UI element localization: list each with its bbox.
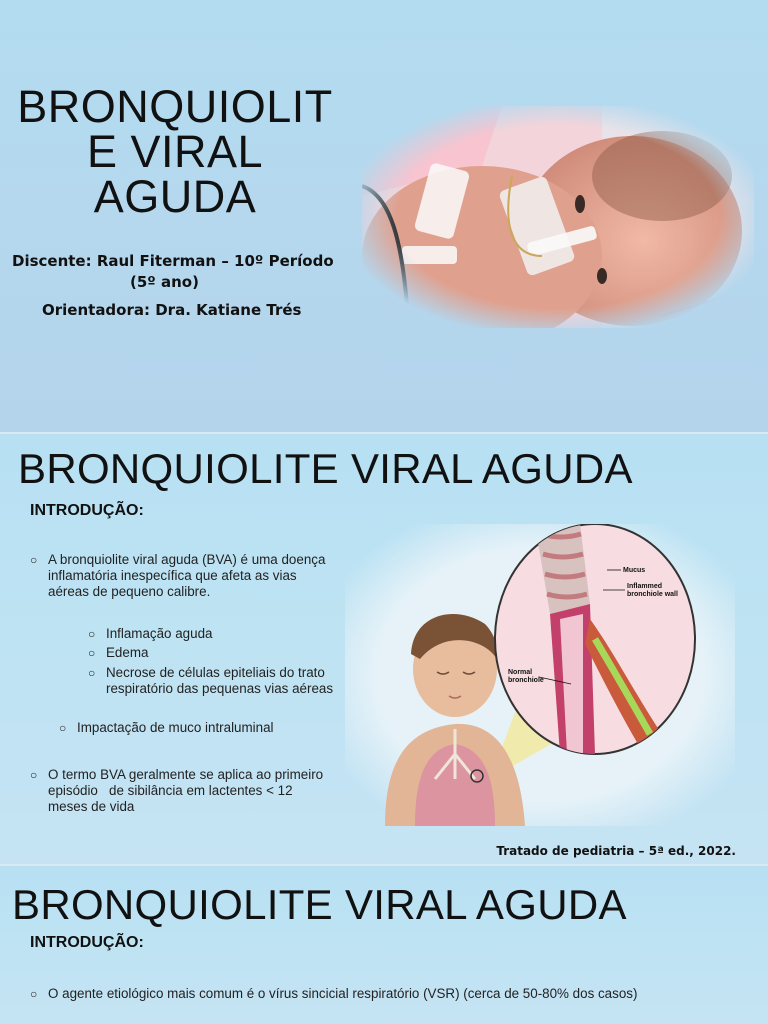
bullet-text: Impactação de muco intraluminal bbox=[77, 720, 274, 735]
sub-bullet-text: Inflamação aguda bbox=[106, 626, 213, 641]
bullet-circle-icon: ○ bbox=[59, 721, 67, 735]
label-bronchiole: bronchiole bbox=[508, 677, 544, 684]
title-line-3: AGUDA bbox=[93, 171, 257, 222]
sub-bullet-text: Edema bbox=[106, 645, 149, 660]
slide-title: BRONQUIOLITE VIRAL AGUDA bbox=[12, 881, 627, 928]
bullet-impactacao bbox=[59, 720, 274, 736]
label-inflamed: Inflammed bbox=[627, 583, 663, 590]
section-heading: INTRODUÇÃO: bbox=[30, 934, 144, 951]
bullet-circle-icon: ○ bbox=[88, 666, 96, 680]
bullet-circle-icon: ○ bbox=[30, 553, 38, 567]
label-inflamed-wall: bronchiole wall bbox=[627, 591, 678, 598]
slide-title bbox=[0, 0, 768, 432]
sub-bullet-text: Necrose de células epiteliais do trato bbox=[106, 665, 325, 680]
sub-bullet-text: respiratório das pequenas vias aéreas bbox=[106, 681, 334, 696]
slide-introducao bbox=[0, 434, 768, 864]
bullet-agente bbox=[30, 986, 638, 1002]
infant-photo bbox=[362, 106, 754, 328]
bullet-circle-icon: ○ bbox=[30, 987, 38, 1001]
label-mucus: Mucus bbox=[623, 567, 646, 574]
orientadora-text: Orientadora: Dra. Katiane Trés bbox=[42, 301, 302, 319]
bronchiolitis-illustration bbox=[345, 524, 735, 826]
bullet-line: aéreas de pequeno calibre. bbox=[48, 584, 211, 599]
bullet-line: A bronquiolite viral aguda (BVA) é uma doença bbox=[48, 552, 326, 567]
presentation-title bbox=[10, 81, 340, 222]
label-normal: Normal bbox=[508, 669, 533, 676]
section-heading: INTRODUÇÃO: bbox=[30, 502, 144, 519]
sub-bullet-edema bbox=[88, 645, 149, 661]
bullet-definition bbox=[30, 552, 326, 600]
bullet-line: O termo BVA geralmente se aplica ao primeiro bbox=[48, 767, 324, 782]
bullet-line: episódio de sibilância em lactentes < 12 bbox=[48, 783, 293, 798]
slide-agente bbox=[0, 866, 768, 1024]
bullet-circle-icon: ○ bbox=[88, 646, 96, 660]
discente-text: Discente: Raul Fiterman – 10º Período bbox=[12, 252, 334, 270]
sub-bullet-inflamacao bbox=[88, 626, 213, 642]
bullet-circle-icon: ○ bbox=[30, 768, 38, 782]
reference-text: Tratado de pediatria – 5ª ed., 2022. bbox=[496, 844, 736, 858]
sub-bullet-necrose bbox=[88, 665, 334, 697]
title-line-2: E VIRAL bbox=[86, 126, 264, 177]
bullet-circle-icon: ○ bbox=[88, 627, 96, 641]
slide-title: BRONQUIOLITE VIRAL AGUDA bbox=[18, 445, 633, 492]
bullet-termo-bva bbox=[30, 767, 324, 815]
title-line-1: BRONQUIOLIT bbox=[17, 81, 333, 132]
ano-text: (5º ano) bbox=[130, 273, 199, 291]
bullet-line: meses de vida bbox=[48, 799, 135, 814]
bullet-line: inflamatória inespecífica que afeta as vias bbox=[48, 568, 297, 583]
bullet-text: O agente etiológico mais comum é o vírus sincicial respiratório (VSR) (cerca de 50-80% dos casos) bbox=[48, 986, 638, 1001]
